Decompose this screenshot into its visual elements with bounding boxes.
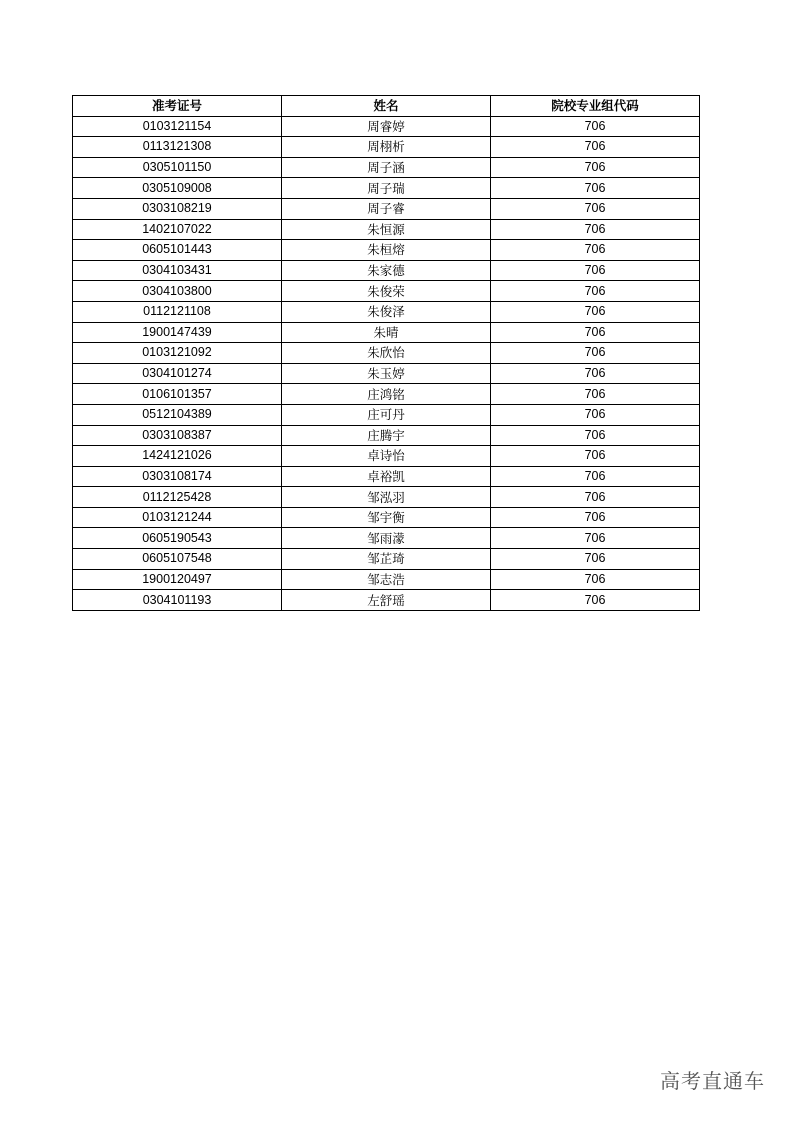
cell-group-code: 706 (491, 487, 700, 508)
cell-name: 周栩析 (282, 137, 491, 158)
table-row (73, 363, 700, 384)
table-row (73, 301, 700, 322)
cell-group-code: 706 (491, 137, 700, 158)
cell-group-code: 706 (491, 363, 700, 384)
cell-group-code: 706 (491, 198, 700, 219)
cell-exam-id: 0303108174 (73, 466, 282, 487)
cell-name: 朱晴 (282, 322, 491, 343)
cell-group-code: 706 (491, 260, 700, 281)
cell-group-code: 706 (491, 343, 700, 364)
cell-exam-id: 0305109008 (73, 178, 282, 199)
header-name: 姓名 (282, 96, 491, 117)
cell-name: 左舒瑶 (282, 590, 491, 611)
cell-name: 朱桓熔 (282, 240, 491, 261)
cell-group-code: 706 (491, 507, 700, 528)
table-row (73, 507, 700, 528)
table-row (73, 343, 700, 364)
admission-table (72, 95, 700, 611)
cell-exam-id: 0303108219 (73, 198, 282, 219)
cell-name: 邹雨濛 (282, 528, 491, 549)
table-row (73, 404, 700, 425)
cell-exam-id: 1402107022 (73, 219, 282, 240)
cell-group-code: 706 (491, 528, 700, 549)
table-row (73, 590, 700, 611)
cell-name: 朱家德 (282, 260, 491, 281)
cell-exam-id: 0304103800 (73, 281, 282, 302)
cell-group-code: 706 (491, 590, 700, 611)
cell-exam-id: 0103121092 (73, 343, 282, 364)
table-row (73, 198, 700, 219)
table-row (73, 569, 700, 590)
cell-exam-id: 0512104389 (73, 404, 282, 425)
cell-group-code: 706 (491, 322, 700, 343)
table-row (73, 137, 700, 158)
cell-name: 卓诗怡 (282, 446, 491, 467)
cell-name: 卓裕凯 (282, 466, 491, 487)
cell-exam-id: 0304101193 (73, 590, 282, 611)
cell-exam-id: 0605101443 (73, 240, 282, 261)
table-row (73, 178, 700, 199)
cell-group-code: 706 (491, 219, 700, 240)
cell-group-code: 706 (491, 384, 700, 405)
cell-exam-id: 0605107548 (73, 549, 282, 570)
cell-name: 朱玉婷 (282, 363, 491, 384)
cell-name: 朱俊泽 (282, 301, 491, 322)
cell-group-code: 706 (491, 404, 700, 425)
cell-group-code: 706 (491, 178, 700, 199)
cell-name: 庄鸿铭 (282, 384, 491, 405)
cell-exam-id: 1900147439 (73, 322, 282, 343)
cell-group-code: 706 (491, 157, 700, 178)
watermark-text: 高考直通车 (660, 1069, 765, 1093)
cell-name: 朱恒源 (282, 219, 491, 240)
table-row (73, 116, 700, 137)
cell-name: 邹泓羽 (282, 487, 491, 508)
cell-group-code: 706 (491, 569, 700, 590)
cell-exam-id: 0605190543 (73, 528, 282, 549)
cell-exam-id: 0113121308 (73, 137, 282, 158)
cell-name: 周子瑞 (282, 178, 491, 199)
cell-exam-id: 0112125428 (73, 487, 282, 508)
table-row (73, 549, 700, 570)
table-row (73, 281, 700, 302)
table-row (73, 240, 700, 261)
cell-exam-id: 1424121026 (73, 446, 282, 467)
table-row (73, 528, 700, 549)
cell-group-code: 706 (491, 240, 700, 261)
cell-exam-id: 0112121108 (73, 301, 282, 322)
header-group-code: 院校专业组代码 (491, 96, 700, 117)
cell-group-code: 706 (491, 466, 700, 487)
header-exam-id: 准考证号 (73, 96, 282, 117)
table-row (73, 157, 700, 178)
cell-exam-id: 0103121244 (73, 507, 282, 528)
table-row (73, 384, 700, 405)
table-row (73, 322, 700, 343)
cell-group-code: 706 (491, 301, 700, 322)
cell-group-code: 706 (491, 549, 700, 570)
table-header-row (73, 96, 700, 117)
cell-exam-id: 0303108387 (73, 425, 282, 446)
cell-group-code: 706 (491, 425, 700, 446)
cell-name: 朱俊荣 (282, 281, 491, 302)
cell-group-code: 706 (491, 116, 700, 137)
cell-group-code: 706 (491, 281, 700, 302)
cell-name: 庄腾宇 (282, 425, 491, 446)
table-row (73, 466, 700, 487)
table-row (73, 425, 700, 446)
table-row (73, 487, 700, 508)
cell-name: 邹芷琦 (282, 549, 491, 570)
cell-name: 周子睿 (282, 198, 491, 219)
cell-exam-id: 0103121154 (73, 116, 282, 137)
table-row (73, 219, 700, 240)
table-row (73, 260, 700, 281)
cell-name: 朱欣怡 (282, 343, 491, 364)
table-row (73, 446, 700, 467)
cell-exam-id: 0106101357 (73, 384, 282, 405)
cell-name: 邹志浩 (282, 569, 491, 590)
cell-exam-id: 1900120497 (73, 569, 282, 590)
admission-table-container (72, 95, 699, 611)
cell-name: 周子涵 (282, 157, 491, 178)
cell-name: 周睿婷 (282, 116, 491, 137)
cell-exam-id: 0304101274 (73, 363, 282, 384)
cell-exam-id: 0304103431 (73, 260, 282, 281)
cell-exam-id: 0305101150 (73, 157, 282, 178)
cell-name: 邹宇衡 (282, 507, 491, 528)
cell-group-code: 706 (491, 446, 700, 467)
table-body (73, 116, 700, 610)
cell-name: 庄可丹 (282, 404, 491, 425)
